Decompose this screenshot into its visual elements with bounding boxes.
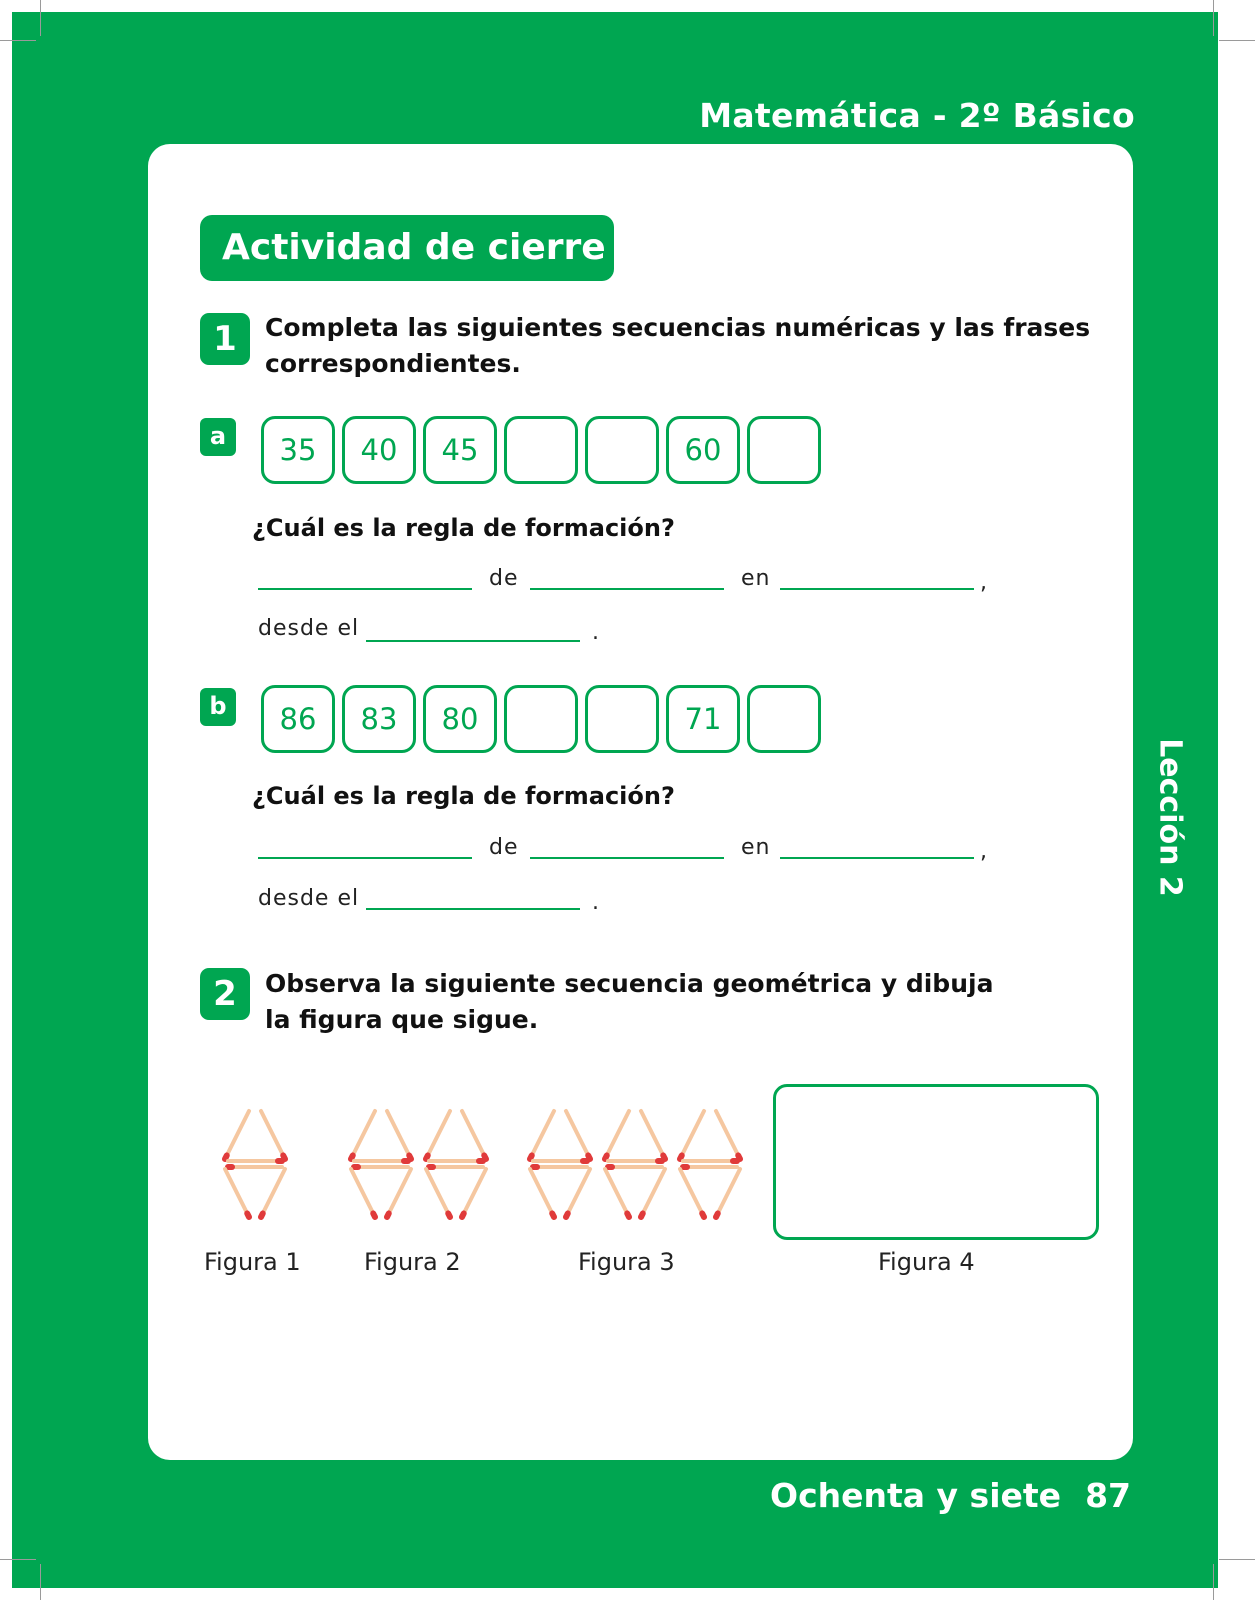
question-1-text-line2: correspondientes.	[265, 349, 521, 378]
fig3-r1-match-lr	[566, 1169, 590, 1217]
word-en-b: en	[741, 835, 771, 860]
word-en-a: en	[741, 566, 771, 591]
fig2-r2-match-ul	[426, 1111, 450, 1159]
fig1-r1-match-ul	[225, 1111, 249, 1159]
question-2-text-line1: Observa la siguiente secuencia geométrica y dibuja	[265, 969, 994, 998]
item-a-badge: a	[200, 418, 236, 456]
question-2-badge: 2	[200, 968, 250, 1020]
sequence-a-box-2: 40	[342, 416, 416, 484]
sequence-a-box-1: 35	[261, 416, 335, 484]
figure-4-label: Figura 4	[878, 1248, 975, 1276]
word-de-b: de	[489, 835, 519, 860]
item-b-badge: b	[200, 688, 236, 726]
fig3-r3-match-ur	[716, 1111, 740, 1159]
fig2-r1-match-ll	[351, 1169, 375, 1217]
fig3-r1-match-ur	[566, 1111, 590, 1159]
activity-banner: Actividad de cierre	[200, 215, 614, 281]
lesson-side-tab: Lección 2	[1152, 738, 1188, 897]
fig3-r3-match-lr	[716, 1169, 740, 1217]
fig2-r1-match-ul	[351, 1111, 375, 1159]
figure-1-label: Figura 1	[204, 1248, 301, 1276]
rule-question-b: ¿Cuál es la regla de formación?	[252, 782, 675, 810]
fig2-r2-match-ll	[426, 1169, 450, 1217]
sequence-b-box-6: 71	[666, 685, 740, 753]
sequence-b-box-1: 86	[261, 685, 335, 753]
word-de-a: de	[489, 566, 519, 591]
page-number: 87	[1085, 1476, 1131, 1515]
fig3-r2-match-ll	[605, 1169, 629, 1217]
sequence-b-box-2: 83	[342, 685, 416, 753]
word-desde-b: desde el	[258, 886, 360, 911]
question-1-badge: 1	[200, 313, 250, 365]
figure-3-label: Figura 3	[578, 1248, 675, 1276]
period-a: .	[592, 620, 600, 645]
fig2-r2-match-ur	[462, 1111, 486, 1159]
fig3-r2-match-lr	[641, 1169, 665, 1217]
fig1-r1-match-ll	[225, 1169, 249, 1217]
page-header-title: Matemática - 2º Básico	[699, 96, 1135, 135]
fig2-r2-match-lr	[462, 1169, 486, 1217]
fig1-r1-match-ur	[261, 1111, 285, 1159]
fig3-r2-match-ur	[641, 1111, 665, 1159]
comma-b: ,	[980, 839, 988, 864]
question-2-text-line2: la figura que sigue.	[265, 1005, 539, 1034]
fig2-r1-match-lr	[387, 1169, 411, 1217]
fig3-r1-match-ll	[530, 1169, 554, 1217]
fig2-r1-match-ur	[387, 1111, 411, 1159]
figure-2-label: Figura 2	[364, 1248, 461, 1276]
period-b: .	[592, 890, 600, 915]
fig1-r1-match-lr	[261, 1169, 285, 1217]
figure-4-drawing-box[interactable]	[773, 1084, 1099, 1240]
fig3-r2-match-ul	[605, 1111, 629, 1159]
sequence-b-box-3: 80	[423, 685, 497, 753]
fig3-r3-match-ul	[680, 1111, 704, 1159]
sequence-a-box-3: 45	[423, 416, 497, 484]
question-1-text-line1: Completa las siguientes secuencias numéricas y las frases	[265, 313, 1091, 342]
fig3-r3-match-ll	[680, 1169, 704, 1217]
page-footer	[770, 1476, 1131, 1515]
fig3-r1-match-ul	[530, 1111, 554, 1159]
footer-text: Ochenta y siete	[770, 1476, 1062, 1515]
comma-a: ,	[980, 570, 988, 595]
rule-question-a: ¿Cuál es la regla de formación?	[252, 514, 675, 542]
word-desde-a: desde el	[258, 616, 360, 641]
sequence-a-box-6: 60	[666, 416, 740, 484]
